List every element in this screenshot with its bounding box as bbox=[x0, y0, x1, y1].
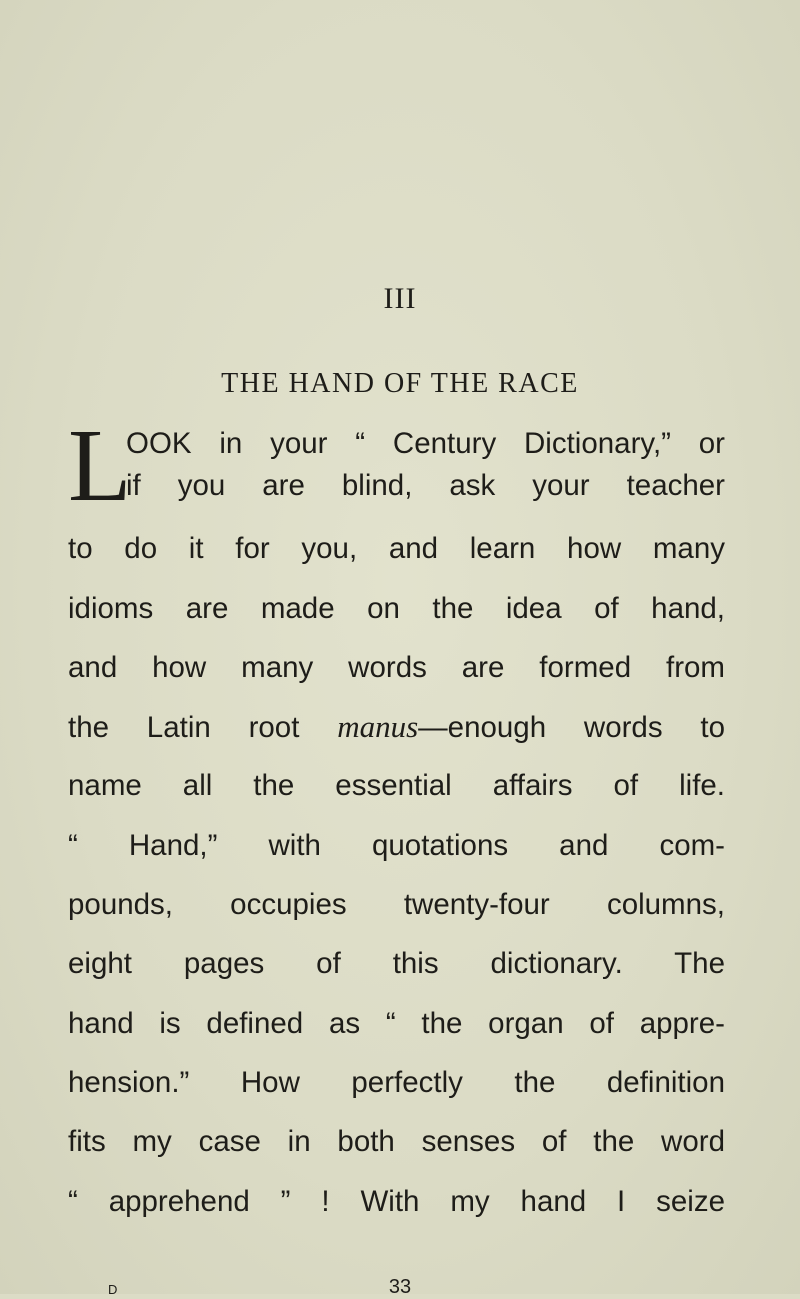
italic-term: manus bbox=[337, 709, 419, 744]
text-line: pounds, occupies twenty-four columns, bbox=[68, 888, 725, 921]
text-line: if you are blind, ask your teacher bbox=[126, 469, 725, 502]
text-line: “ Hand,” with quotations and com- bbox=[68, 829, 725, 862]
text-line: “ apprehend ” ! With my hand I seize bbox=[68, 1185, 725, 1218]
text-line: hension.” How perfectly the definition bbox=[68, 1066, 725, 1099]
text-line bbox=[68, 707, 725, 747]
text-line: OOK in your “ Century Dictionary,” or bbox=[126, 427, 725, 460]
chapter-title: THE HAND OF THE RACE bbox=[221, 368, 579, 399]
text-line: idioms are made on the idea of hand, bbox=[68, 592, 725, 625]
text-line: to do it for you, and learn how many bbox=[68, 532, 725, 565]
page-number: 33 bbox=[388, 1276, 412, 1298]
text-segment: the Latin root bbox=[68, 711, 300, 744]
text-line: name all the essential affairs of life. bbox=[68, 769, 725, 802]
text-line: and how many words are formed from bbox=[68, 651, 725, 684]
text-line: hand is defined as “ the organ of appre- bbox=[68, 1007, 725, 1040]
signature-mark: D bbox=[108, 1282, 118, 1297]
text-segment: —enough words to bbox=[418, 711, 725, 744]
chapter-number: III bbox=[383, 282, 417, 315]
text-line: fits my case in both senses of the word bbox=[68, 1125, 725, 1158]
text-line: eight pages of this dictionary. The bbox=[68, 947, 725, 980]
drop-cap: L bbox=[68, 408, 132, 523]
